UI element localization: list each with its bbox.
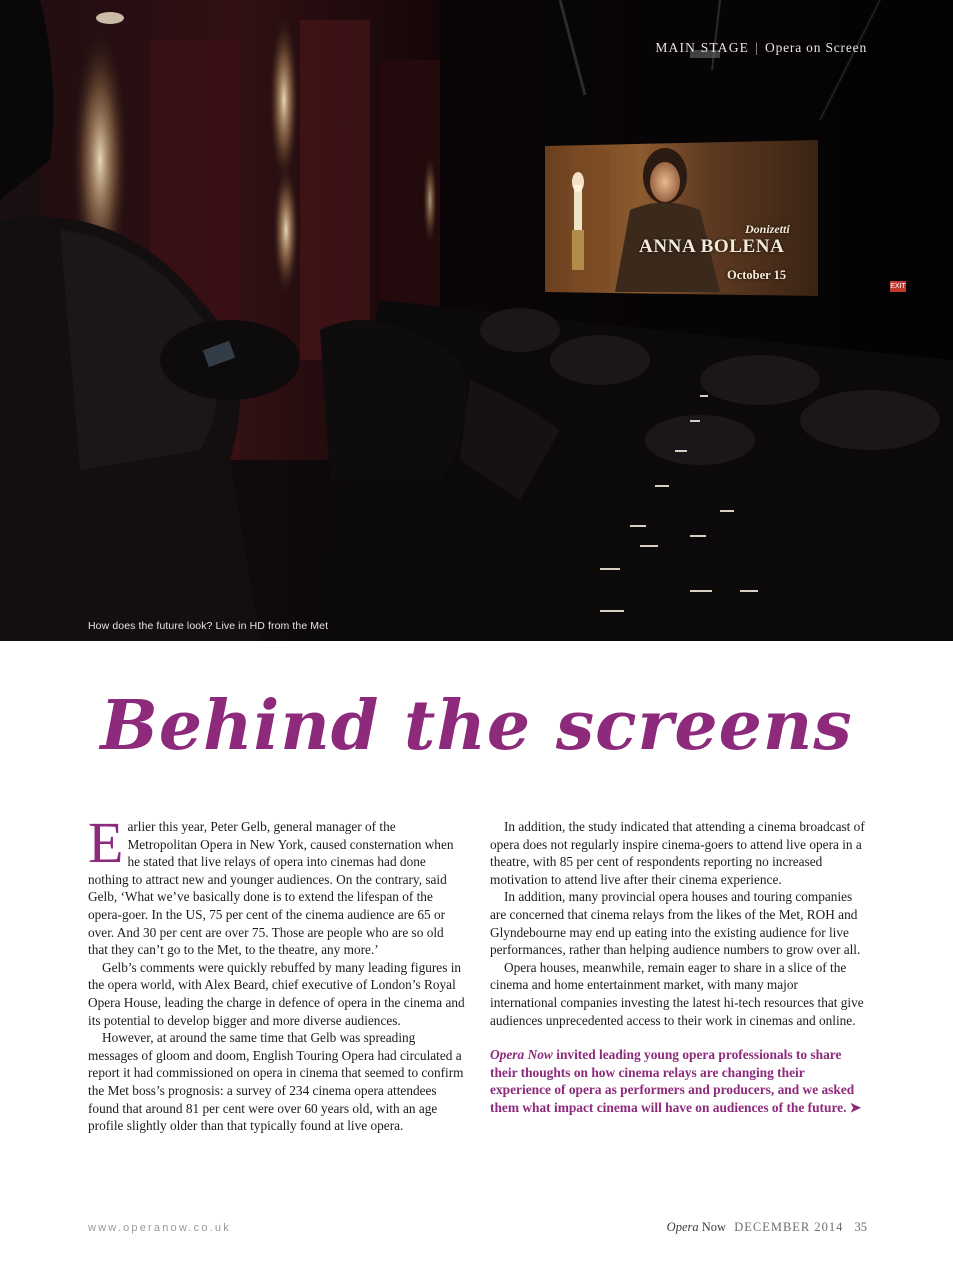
- screen-composer-text: Donizetti: [745, 222, 790, 236]
- standfirst-text: invited leading young opera professionals to share their thoughts on how cinema relays are changing their experience of opera as performers and producers, and we asked them what impact cinema will have on audiences of the future. ➤: [490, 1047, 862, 1115]
- subsection-name: Opera on Screen: [765, 40, 867, 55]
- screen-date-text: October 15: [727, 268, 787, 282]
- article-paragraph: Opera houses, meanwhile, remain eager to share in a slice of the cinema and home entertainment market, with many major international companies investing the latest hi-tech resources that give audiences unprecedented access to their work in cinemas and online.: [490, 959, 864, 1028]
- article-paragraph: In addition, many provincial opera houses and touring companies are concerned that cinema relays from the likes of the Met, ROH and Glyndebourne may end up eating into the existing audience for live performances, rather than helping audience numbers to grow over all.: [490, 889, 861, 958]
- article-paragraph: [88, 810, 466, 959]
- photo-caption: How does the future look? Live in HD from the Met: [88, 620, 329, 632]
- article-column-left: [88, 810, 466, 1135]
- section-name: MAIN STAGE: [655, 40, 750, 55]
- footer-website-link[interactable]: www.operanow.co.uk: [88, 1222, 231, 1234]
- exit-sign: EXIT: [890, 283, 906, 290]
- footer-issue-date: DECEMBER 2014: [734, 1220, 844, 1234]
- article-paragraph: However, at around the same time that Gelb was spreading messages of gloom and doom, English Touring Opera had circulated a report it had commissioned on opera in cinema that seemed to confirm the Met boss’s prognosis: a survey of 234 cinema opera attendees found that around 81 per cent were over 60 years old, with an age profile slightly older than that typically found at live opera.: [88, 1030, 464, 1134]
- screen-title-text: ANNA BOLENA: [639, 236, 785, 257]
- article-paragraph: Gelb’s comments were quickly rebuffed by many leading figures in the opera world, with Alex Beard, chief executive of London’s Royal Opera House, leading the charge in defence of opera in the cinema and its potential to develop bigger and more diverse audiences.: [88, 959, 465, 1028]
- footer-magazine-now: Now: [701, 1220, 727, 1234]
- standfirst-magazine-name: Opera Now: [490, 1047, 553, 1063]
- article-paragraph: In addition, the study indicated that attending a cinema broadcast of opera does not regularly inspire cinema-goers to attend live opera in a theatre, with 85 per cent of respondents reporting no increased motivation to attend live after their cinema experience.: [490, 819, 865, 887]
- standfirst: [490, 1046, 865, 1116]
- article-column-right: [490, 818, 865, 1117]
- drop-cap: E: [88, 810, 124, 875]
- section-label: [655, 40, 867, 56]
- section-separator: |: [755, 40, 760, 55]
- footer-magazine-opera: Opera: [666, 1220, 699, 1234]
- article-headline: Behind the screens: [100, 686, 853, 766]
- paragraph-text: arlier this year, Peter Gelb, general manager of the Metropolitan Opera in New York, caused consternation when he stated that live relays of opera into cinemas had done nothing to attract new and younger audiences. On the contrary, said Gelb, ‘What we’ve basically done is to extend the lifespan of the opera-goer. In the US, 75 per cent of the cinema audience are 65 or over. And 30 per cent are over 75. Those are people who are so old that they can’t go to the Met, to the theatre, any more.’: [88, 819, 454, 958]
- footer-folio: [667, 1220, 867, 1235]
- footer-page-number: 35: [854, 1220, 867, 1234]
